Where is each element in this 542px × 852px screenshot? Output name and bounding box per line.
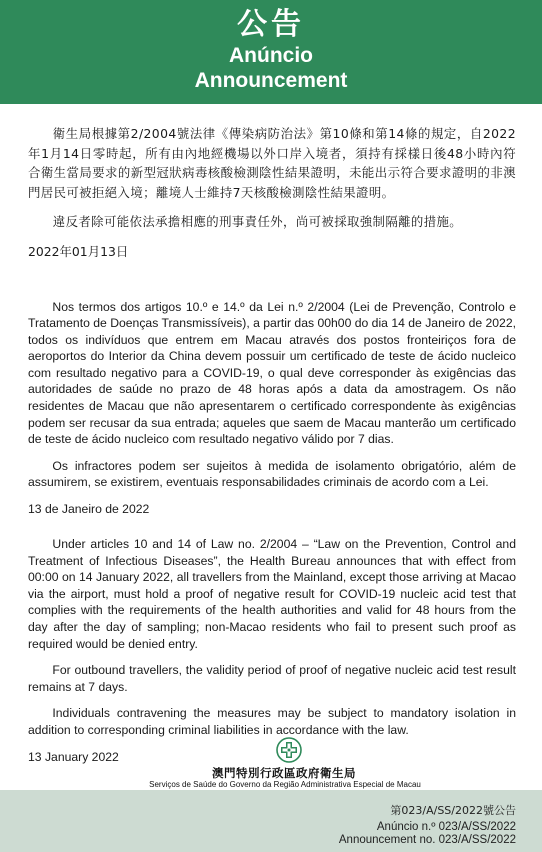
announcement-body <box>28 124 516 784</box>
en-paragraph-1: Under articles 10 and 14 of Law no. 2/2004 – “Law on the Prevention, Control and Treatment of Infectious Diseases”, the Health Bureau announces that with effect from 00:00 on 14 January 2022, all travellers from the Mainland, except those arriving at Macao via the airport, must hold a proof of negative result for COVID-19 nucleic acid test that complies with the requirements of the health authorities and valid for 48 hours from the day after the day of sampling; non-Macao residents who fail to present such proof as required would be denied entry. <box>28 537 516 651</box>
reference-number-pt: Anúncio n.º 023/A/SS/2022 <box>376 821 516 833</box>
announcement-header <box>0 0 542 104</box>
reference-number-zh: 第023/A/SS/2022號公告 <box>390 804 516 817</box>
pt-paragraph-2: Os infractores podem ser sujeitos à medida de isolamento obrigatório, além de assumirem, se existirem, eventuais responsabilidades criminais de acordo com a Lei. <box>28 458 516 490</box>
pt-date: 13 de Janeiro de 2022 <box>28 502 150 517</box>
health-bureau-cross-logo-icon <box>276 737 302 763</box>
zh-date: 2022年01月13日 <box>28 243 129 259</box>
en-paragraph-2: For outbound travellers, the validity period of proof of negative nucleic acid test result remains at 7 days. <box>28 663 516 694</box>
reference-number-en: Announcement no. 023/A/SS/2022 <box>338 834 516 846</box>
en-date: 13 January 2022 <box>28 749 119 764</box>
zh-paragraph-2: 違反者除可能依法承擔相應的刑事責任外，尚可被採取強制隔離的措施。 <box>52 214 463 229</box>
header-title-zh: 公告 <box>237 7 305 42</box>
department-name-zh: 澳門特別行政區政府衛生局 <box>212 766 356 780</box>
department-name-pt: Serviços de Saúde do Governo da Região Administrativa Especial de Macau <box>149 780 421 789</box>
header-title-pt: Anúncio <box>229 44 313 67</box>
header-title-en: Announcement <box>194 69 348 92</box>
en-paragraph-3: Individuals contravening the measures may be subject to mandatory isolation in addition to corresponding criminal liabilities in accordance with the law. <box>28 706 516 737</box>
pt-paragraph-1: Nos termos dos artigos 10.º e 14.º da Lei n.º 2/2004 (Lei de Prevenção, Controlo e Tratamento de Doenças Transmissíveis), a partir das 00h00 do dia 14 de Janeiro de 2022, todos os indivíduos que entrem em Macau através dos postos fronteiriços fora de aeroportos do Interior da China devem possuir um certificado de teste de ácido nucleico com resultado negativo para a COVID-19, o qual deve corresponder às exigências das autoridades de saúde no prazo de 48 horas após a data da amostragem. Os não residentes de Macau que não apresentarem o certificado correspondente às exigências podem ser recusar da sua entrada; aqueles que saem de Macau manterão um certificado de teste de ácido nucleico com resultado negativo válido por 7 dias. <box>28 299 517 447</box>
zh-paragraph-1: 衛生局根據第2/2004號法律《傳染病防治法》第10條和第14條的規定，自2022年1月14日零時起，所有由內地經機場以外口岸入境者，須持有採樣日後48小時內符合衛生當局要求的新型冠狀病毒核酸檢測陰性結果證明，未能出示符合要求證明的非澳門居民可被拒絕入境；離境人士維持7天核酸檢測陰性結果證明。 <box>28 126 516 200</box>
